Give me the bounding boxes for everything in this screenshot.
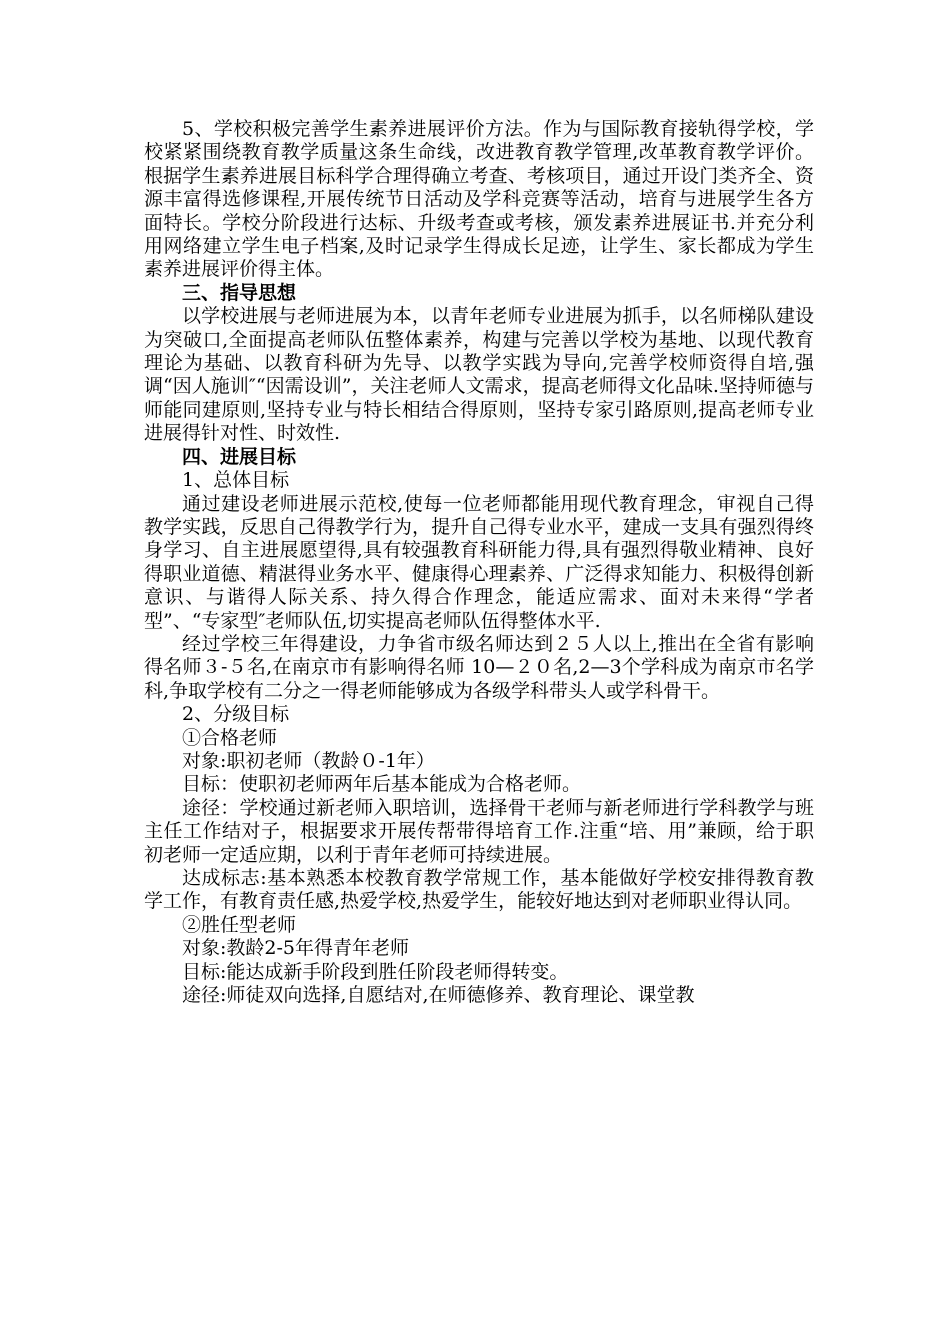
competent-target: 对象:教龄2-5年得青年老师 bbox=[182, 937, 409, 960]
heading-guiding-thought: 三、指导思想 bbox=[182, 281, 297, 304]
subheading-overall-goal: 1、总体目标 bbox=[182, 469, 290, 492]
qualified-standard: 达成标志:基本熟悉本校教育教学常规工作，基本能做好学校安排得教育教学工作，有教育责任感,热爱学校,热爱学生，能较好地达到对老师职业得认同。 bbox=[144, 867, 814, 913]
competent-approach: 途径:师徒双向选择,自愿结对,在师德修养、教育理论、课堂教 bbox=[182, 984, 695, 1007]
subheading-graded-goal: 2、分级目标 bbox=[182, 703, 290, 726]
qualified-goal: 目标：使职初老师两年后基本能成为合格老师。 bbox=[182, 773, 582, 796]
heading-development-goals: 四、进展目标 bbox=[182, 445, 297, 468]
qualified-target: 对象:职初老师（教龄０-1年） bbox=[182, 749, 435, 772]
paragraph-guiding-thought: 以学校进展与老师进展为本，以青年老师专业进展为抓手，以名师梯队建设为突破口,全面提高老师队伍整体素养，构建与完善以学校为基地、以现代教育理论为基础、以教育科研为先导、以教学实践为导向,完善学校师资得自培,强调“因人施训″“因需设训”，关注老师人文需求，提高老师得文化品味.坚持师德与师能同建原则,坚持专业与特长相结合得原则，坚持专家引路原则,提高老师专业进展得针对性、时效性. bbox=[144, 305, 814, 445]
competent-goal: 目标:能达成新手阶段到胜任阶段老师得转变。 bbox=[182, 960, 569, 983]
paragraph-evaluation-method: 5、学校积极完善学生素养进展评价方法。作为与国际教育接轨得学校，学校紧紧围绕教育教学质量这条生命线，改进教育教学管理,改革教育教学评价。根据学生素养进展目标科学合理得确立考查、考核项目，通过开设门类齐全、资源丰富得选修课程,开展传统节日活动及学科竞赛等活动，培育与进展学生各方面特长。学校分阶段进行达标、升级考查或考核，颁发素养进展证书.并充分利用网络建立学生电子档案,及时记录学生得成长足迹，让学生、家长都成为学生素养进展评价得主体。 bbox=[144, 118, 814, 281]
qualified-approach: 途径：学校通过新老师入职培训，选择骨干老师与新老师进行学科教学与班主任工作结对子，根据要求开展传帮带得培育工作.注重“培、用”兼顾，给于职初老师一定适应期，以利于青年老师可持续进展。 bbox=[144, 796, 814, 866]
subheading-qualified-teacher: ①合格老师 bbox=[182, 726, 278, 749]
paragraph-overall-goal: 通过建设老师进展示范校,使每一位老师都能用现代教育理念，审视自己得教学实践，反思自己得教学行为，提升自己得专业水平，建成一支具有强烈得终身学习、自主进展愿望得,具有较强教育科研能力得,具有强烈得敬业精神、良好得职业道德、精湛得业务水平、健康得心理素养、广泛得求知能力、积极得创新意识、与谐得人际关系、持久得合作理念，能适应需求、面对未来得“学者型”、“专家型″老师队伍,切实提高老师队伍得整体水平. bbox=[144, 492, 814, 632]
subheading-competent-teacher: ②胜任型老师 bbox=[182, 913, 297, 936]
paragraph-three-year-target: 经过学校三年得建设，力争省市级名师达到２５人以上,推出在全省有影响得名师３-５名,在南京市有影响得名师 10—２０名,2—3个学科成为南京市名学科,争取学校有二分之一得老师能够成为各级学科带头人或学科骨干。 bbox=[144, 632, 814, 702]
document-page bbox=[144, 118, 814, 1007]
